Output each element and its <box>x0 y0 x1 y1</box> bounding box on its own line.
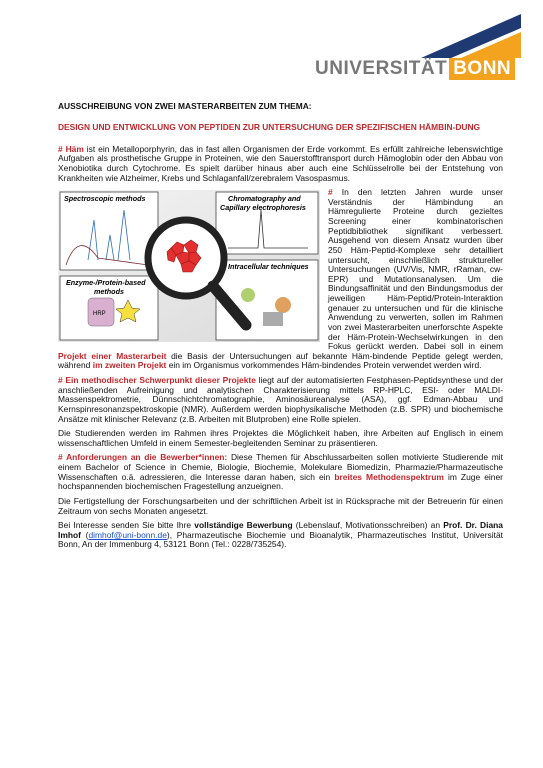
contact-text-2: (Lebenslauf, Motivationsschreiben) an <box>292 520 444 531</box>
paragraph-research-text-1: In den letzten Jahren wurde unser Verständnis der Hämbindung an Hämregulierte Proteine durch gezieltes Screening einer kombinatorischen Peptidbibliothek signifikant verbessert. Ausgehend von diesem Ansatz wurden über 250 Häm-Peptid-Komplexe sehr detailliert untersucht, einschließlich struktureller Untersuchungen (UV/Vis, NMR, rRaman, cw-EPR) und Mutationsanalysen. Um die Bindungsaffinität und den Bindungsmodus der jeweiligen Häm-Peptid/Protein-Interaktion genauer zu untersuchen und für die klinische Anwendung zu verwerten, sollen im Rahmen von zwei Masterarbeiten unerforschte Aspekte der Häm-Protein-Wechselwirkungen in den Fokus gerückt werden. Dabei soll in einem <box>328 187 503 352</box>
paragraph-requirements-text-1: Diese Themen für Abschlussarbeiten sollen motivierte Studierende mit einem Bachelor of Science in Chemie, Biologie, Biochemie, Molekulare Biomedizin, Pharmazie/Pharmazeutische Wissenschaften o.ä. adressieren, die Interesse daran haben, sich ein <box>58 452 503 482</box>
contact-text-1: Bei Interesse senden Sie bitte Ihre <box>58 520 195 531</box>
complete-application: vollständige Bewerbung <box>194 520 293 531</box>
paragraph-seminar: Die Studierenden werden im Rahmen ihres Projektes die Möglichkeit haben, ihre Arbeiten auf Englisch in einem wissenschaftlichen Umfeld in einem Semester-begleitenden Seminar zu präsentieren. <box>58 428 503 448</box>
label-chromatography-2: Capillary electrophoresis <box>220 203 306 213</box>
paragraph-methods-text: liegt auf der automatisierten Festphasen-Peptidsynthese und der anschließenden Aufreinigung und analytischen Charakterisierung mittels RP-HPLC, ESI- oder MALDI-Massenspektrometrie, Dünnschichtchromatographie, Aminosäureanalyse (ASA), ggf. Edman-Abbau und Kernspinresonanzspektroskopie (NMR). Außerdem werden biophysikalische Methoden (z.B. SPR) und biochemische Ansätze mit klinischer Relevanz (z.B. Arbeiten mit Blutproben) eine Rolle spielen. <box>58 375 504 424</box>
label-intracellular: Intracellular techniques <box>228 262 309 272</box>
paragraph-contact <box>58 521 503 550</box>
announcement-heading: AUSSCHREIBUNG VON ZWEI MASTERARBEITEN ZUM THEMA: <box>58 101 312 111</box>
logo-bonn: BONN <box>449 58 515 80</box>
label-spectroscopic: Spectroscopic methods <box>64 194 146 204</box>
logo-wordmark <box>315 58 515 80</box>
methods-figure <box>58 190 320 342</box>
hash-research: # <box>328 187 333 198</box>
paragraph-haem <box>58 145 503 184</box>
spectroscopic-panel <box>60 192 158 270</box>
document-body <box>58 102 503 555</box>
project-master-highlight: Projekt einer Masterarbeit <box>58 350 167 361</box>
label-chromatography-1: Chromatography and <box>228 194 301 204</box>
paragraph-duration: Die Fertigstellung der Forschungsarbeiten und der schriftlichen Arbeit ist in Rücksprache mit der Betreuerin für einen Zeitraum von sechs Monaten angesetzt. <box>58 495 503 516</box>
hash-methods: # Ein methodischer Schwerpunkt dieser Projekte <box>58 375 256 386</box>
thesis-title: DESIGN UND ENTWICKLUNG VON PEPTIDEN ZUR UNTERSUCHUNG DER SPEZIFISCHEN HÄMBIN-DUNG <box>58 121 481 132</box>
label-hrp: HRP <box>93 311 106 318</box>
hash-requirements: # Anforderungen an die Bewerber*innen: <box>58 452 228 463</box>
paragraph-methods <box>58 376 503 424</box>
paragraph-research-text-2: die Basis der Untersuchungen auf bekannte Häm-bindende Peptide gelegt werden, während <box>58 350 503 371</box>
second-project-highlight: im zweiten Projekt <box>92 360 167 371</box>
paragraph-requirements-text-2: im Zuge einer hochspannenden biochemischen Fragestellung anzueignen. <box>58 471 503 492</box>
hash-haem: # Häm <box>58 143 84 154</box>
label-enzyme-2: methods <box>94 287 124 297</box>
contact-person: Prof. Dr. Diana Imhof <box>58 520 503 540</box>
paragraph-research-text-3: ein im Organismus vorkommendes Häm-bindendes Protein verwendet werden wird. <box>166 360 482 371</box>
contact-text-3: ( <box>80 529 89 540</box>
methods-spectrum-highlight: breites Methodenspektrum <box>334 471 444 482</box>
paragraph-haem-text: ist ein Metalloporphyrin, das in fast allen Organismen der Erde vorkommt. Es erfüllt zahlreiche lebenswichtige Aufgaben als prosthetische Gruppe in Proteinen, wie den Sauerstofftransport durch Hämoglobin oder den Abbau von Xenobiotika durch Cytochrome. Es spielt darüber hinaus aber auch eine Schlüsselrolle bei der Entstehung von Krankheiten wie Alzheimer, Krebs und Schlaganfall/zerebralem Vasospasmus. <box>58 143 503 183</box>
logo-universitaet: UNIVERSITÄT <box>315 58 448 79</box>
email-link[interactable]: dimhof@uni-bonn.de <box>88 529 167 540</box>
paragraph-requirements <box>58 453 503 492</box>
label-enzyme-1: Enzyme-/Protein-based <box>66 278 146 288</box>
university-logo <box>315 14 525 86</box>
contact-text-4: ), Pharmazeutische Biochemie und Bioanalytik, Pharmazeutisches Institut, Universität Bonn, An der Immenburg 4, 53121 Bonn (Tel.: 0228/735254). <box>58 529 503 550</box>
logo-graphic-icon <box>421 14 521 58</box>
